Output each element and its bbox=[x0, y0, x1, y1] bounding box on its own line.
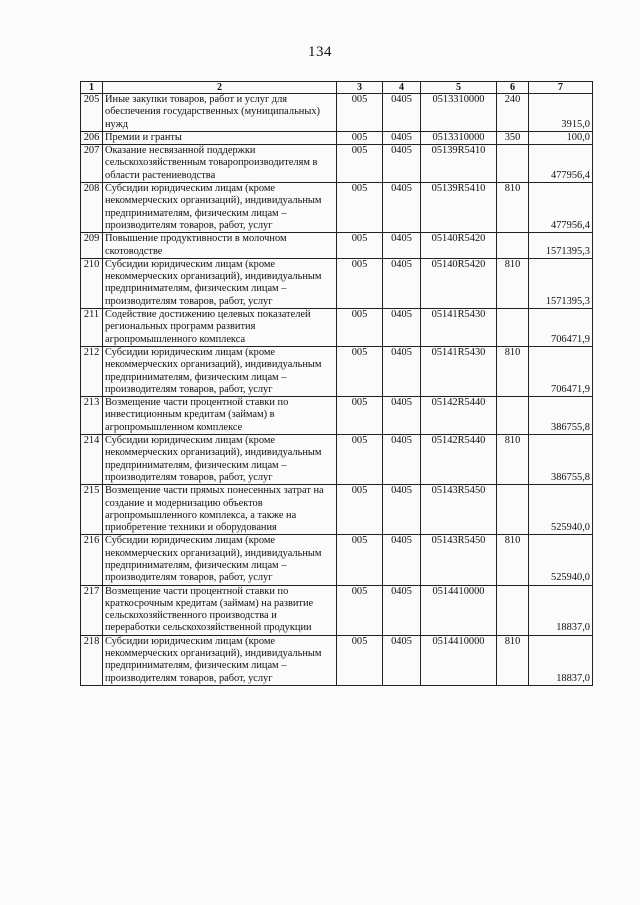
expense-type-code bbox=[497, 585, 529, 635]
section-code: 0405 bbox=[383, 535, 421, 585]
target-code: 05140R5420 bbox=[421, 258, 497, 308]
table-row bbox=[81, 94, 593, 132]
target-code: 05142R5440 bbox=[421, 397, 497, 435]
row-sum: 525940,0 bbox=[529, 535, 593, 585]
row-sum: 100,0 bbox=[529, 131, 593, 144]
section-code: 0405 bbox=[383, 435, 421, 485]
ministry-code: 005 bbox=[337, 397, 383, 435]
row-sum: 706471,9 bbox=[529, 309, 593, 347]
row-sum: 386755,8 bbox=[529, 397, 593, 435]
row-number: 213 bbox=[81, 397, 103, 435]
row-name: Содействие достижению целевых показателей региональных программ развития агропромышленного комплекса bbox=[103, 309, 337, 347]
table-row bbox=[81, 635, 593, 685]
table-row bbox=[81, 585, 593, 635]
ministry-code: 005 bbox=[337, 435, 383, 485]
row-name: Иные закупки товаров, работ и услуг для обеспечения государственных (муниципальных) нужд bbox=[103, 94, 337, 132]
row-sum: 1571395,3 bbox=[529, 233, 593, 259]
expense-type-code: 240 bbox=[497, 94, 529, 132]
ministry-code: 005 bbox=[337, 131, 383, 144]
target-code: 05141R5430 bbox=[421, 346, 497, 396]
ministry-code: 005 bbox=[337, 635, 383, 685]
ministry-code: 005 bbox=[337, 145, 383, 183]
budget-table bbox=[80, 81, 593, 686]
target-code: 05143R5450 bbox=[421, 485, 497, 535]
expense-type-code: 810 bbox=[497, 258, 529, 308]
row-sum: 3915,0 bbox=[529, 94, 593, 132]
ministry-code: 005 bbox=[337, 346, 383, 396]
section-code: 0405 bbox=[383, 585, 421, 635]
row-number: 212 bbox=[81, 346, 103, 396]
column-header: 1 bbox=[81, 82, 103, 94]
ministry-code: 005 bbox=[337, 309, 383, 347]
row-name: Субсидии юридическим лицам (кроме некоммерческих организаций), индивидуальным предпринимателям, физическим лицам – производителям товаров, работ, услуг bbox=[103, 635, 337, 685]
page-number: 134 bbox=[308, 44, 332, 60]
row-sum: 706471,9 bbox=[529, 346, 593, 396]
row-number: 207 bbox=[81, 145, 103, 183]
table-row bbox=[81, 346, 593, 396]
row-name: Возмещение части прямых понесенных затрат на создание и модернизацию объектов агропромышленного комплекса, а также на приобретение техники и оборудования bbox=[103, 485, 337, 535]
row-number: 208 bbox=[81, 183, 103, 233]
table-row bbox=[81, 145, 593, 183]
column-header: 5 bbox=[421, 82, 497, 94]
column-header: 2 bbox=[103, 82, 337, 94]
row-name: Возмещение части процентной ставки по инвестиционным кредитам (займам) в агропромышленном комплексе bbox=[103, 397, 337, 435]
table-row bbox=[81, 131, 593, 144]
table-row bbox=[81, 309, 593, 347]
expense-type-code bbox=[497, 397, 529, 435]
column-header: 7 bbox=[529, 82, 593, 94]
row-sum: 477956,4 bbox=[529, 183, 593, 233]
row-number: 218 bbox=[81, 635, 103, 685]
row-number: 216 bbox=[81, 535, 103, 585]
row-number: 205 bbox=[81, 94, 103, 132]
row-name: Субсидии юридическим лицам (кроме некоммерческих организаций), индивидуальным предпринимателям, физическим лицам – производителям товаров, работ, услуг bbox=[103, 258, 337, 308]
expense-type-code bbox=[497, 309, 529, 347]
row-name: Премии и гранты bbox=[103, 131, 337, 144]
expense-type-code bbox=[497, 145, 529, 183]
target-code: 05139R5410 bbox=[421, 183, 497, 233]
row-name: Оказание несвязанной поддержки сельскохозяйственным товаропроизводителям в области растениеводства bbox=[103, 145, 337, 183]
ministry-code: 005 bbox=[337, 183, 383, 233]
row-name: Повышение продуктивности в молочном скотоводстве bbox=[103, 233, 337, 259]
expense-type-code: 810 bbox=[497, 346, 529, 396]
ministry-code: 005 bbox=[337, 535, 383, 585]
target-code: 05139R5410 bbox=[421, 145, 497, 183]
target-code: 05142R5440 bbox=[421, 435, 497, 485]
column-header: 3 bbox=[337, 82, 383, 94]
ministry-code: 005 bbox=[337, 585, 383, 635]
expense-type-code bbox=[497, 485, 529, 535]
expense-type-code: 810 bbox=[497, 635, 529, 685]
ministry-code: 005 bbox=[337, 94, 383, 132]
table-row bbox=[81, 183, 593, 233]
table-row bbox=[81, 258, 593, 308]
row-number: 209 bbox=[81, 233, 103, 259]
row-sum: 525940,0 bbox=[529, 485, 593, 535]
target-code: 0514410000 bbox=[421, 585, 497, 635]
table-row bbox=[81, 233, 593, 259]
column-header: 4 bbox=[383, 82, 421, 94]
row-sum: 1571395,3 bbox=[529, 258, 593, 308]
target-code: 05140R5420 bbox=[421, 233, 497, 259]
target-code: 05143R5450 bbox=[421, 535, 497, 585]
row-name: Субсидии юридическим лицам (кроме некоммерческих организаций), индивидуальным предпринимателям, физическим лицам – производителям товаров, работ, услуг bbox=[103, 535, 337, 585]
table-row bbox=[81, 397, 593, 435]
row-number: 215 bbox=[81, 485, 103, 535]
target-code: 0514410000 bbox=[421, 635, 497, 685]
row-name: Субсидии юридическим лицам (кроме некоммерческих организаций), индивидуальным предпринимателям, физическим лицам – производителям товаров, работ, услуг bbox=[103, 346, 337, 396]
section-code: 0405 bbox=[383, 397, 421, 435]
section-code: 0405 bbox=[383, 346, 421, 396]
section-code: 0405 bbox=[383, 94, 421, 132]
expense-type-code: 810 bbox=[497, 535, 529, 585]
ministry-code: 005 bbox=[337, 233, 383, 259]
row-number: 206 bbox=[81, 131, 103, 144]
section-code: 0405 bbox=[383, 485, 421, 535]
target-code: 05141R5430 bbox=[421, 309, 497, 347]
row-number: 211 bbox=[81, 309, 103, 347]
target-code: 0513310000 bbox=[421, 94, 497, 132]
row-number: 210 bbox=[81, 258, 103, 308]
row-name: Возмещение части процентной ставки по краткосрочным кредитам (займам) на развитие сельскохозяйственного производства и переработки сельскохозяйственной продукции bbox=[103, 585, 337, 635]
section-code: 0405 bbox=[383, 258, 421, 308]
ministry-code: 005 bbox=[337, 258, 383, 308]
row-name: Субсидии юридическим лицам (кроме некоммерческих организаций), индивидуальным предпринимателям, физическим лицам – производителям товаров, работ, услуг bbox=[103, 183, 337, 233]
section-code: 0405 bbox=[383, 635, 421, 685]
row-name: Субсидии юридическим лицам (кроме некоммерческих организаций), индивидуальным предпринимателям, физическим лицам – производителям товаров, работ, услуг bbox=[103, 435, 337, 485]
ministry-code: 005 bbox=[337, 485, 383, 535]
header-row bbox=[81, 82, 593, 94]
row-sum: 386755,8 bbox=[529, 435, 593, 485]
section-code: 0405 bbox=[383, 183, 421, 233]
column-header: 6 bbox=[497, 82, 529, 94]
section-code: 0405 bbox=[383, 131, 421, 144]
row-number: 217 bbox=[81, 585, 103, 635]
table-row bbox=[81, 485, 593, 535]
section-code: 0405 bbox=[383, 145, 421, 183]
expense-type-code: 810 bbox=[497, 435, 529, 485]
table-row bbox=[81, 535, 593, 585]
row-sum: 477956,4 bbox=[529, 145, 593, 183]
row-sum: 18837,0 bbox=[529, 585, 593, 635]
row-sum: 18837,0 bbox=[529, 635, 593, 685]
expense-type-code bbox=[497, 233, 529, 259]
expense-type-code: 810 bbox=[497, 183, 529, 233]
expense-type-code: 350 bbox=[497, 131, 529, 144]
section-code: 0405 bbox=[383, 233, 421, 259]
target-code: 0513310000 bbox=[421, 131, 497, 144]
table-row bbox=[81, 435, 593, 485]
section-code: 0405 bbox=[383, 309, 421, 347]
row-number: 214 bbox=[81, 435, 103, 485]
table-body bbox=[81, 94, 593, 686]
